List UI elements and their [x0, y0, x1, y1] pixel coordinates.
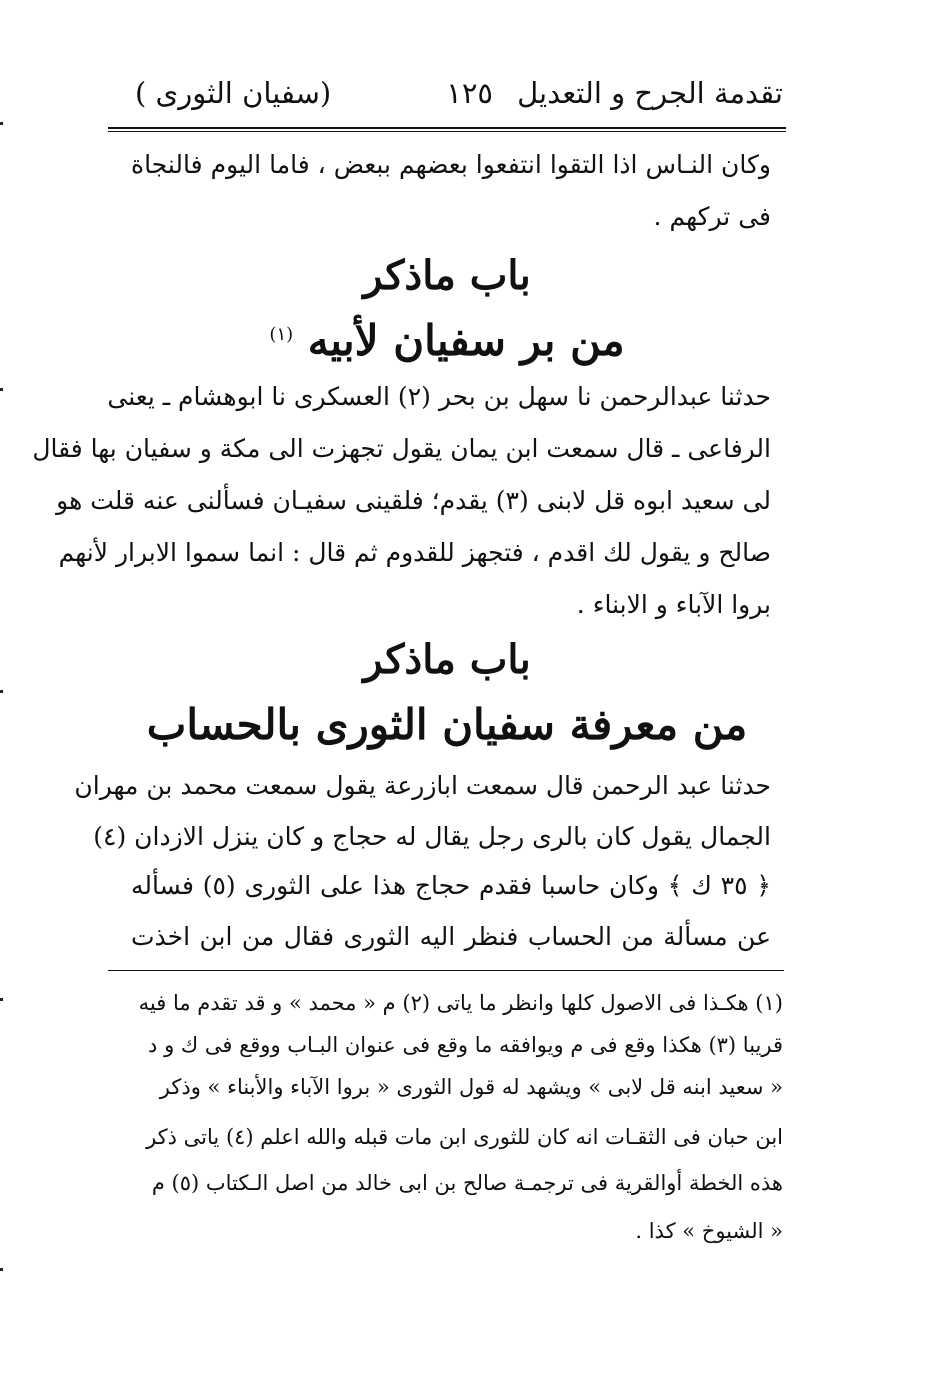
section2-line: عن مسألة من الحساب فنظر اليه الثورى فقال من ابن اخذت — [131, 922, 771, 951]
footnote-line: ابن حبان فى الثقـات انه كان للثورى ابن مات قبله والله اعلم (٤) ياتى ذكر — [146, 1125, 783, 1149]
section2-line: الجمال يقول كان بالرى رجل يقال له حجاج و كان ينزل الازدان (٤) — [93, 822, 771, 851]
scan-mark — [0, 122, 3, 125]
footnote-rule — [108, 970, 784, 971]
footnote-line: « سعيد ابنه قل لابى » ويشهد له قول الثورى « بروا الآباء والأبناء » وذكر — [159, 1075, 783, 1099]
footnote-line: هذه الخطة أوالقرية فى ترجمـة صالح بن ابى خالد من اصل الـكتاب (٥) م — [151, 1171, 783, 1195]
section-heading-1b — [108, 316, 786, 365]
section1-line: لى سعيد ابوه قل لابنى (٣) يقدم؛ فلقينى سفيـان فسألنى عنه قلت هو — [56, 486, 771, 515]
header-rule — [108, 127, 786, 129]
section1-line: حدثنا عبدالرحمن نا سهل بن بحر (٢) العسكرى نا ابوهشام ـ يعنى — [107, 382, 771, 411]
footnote-line: « الشيوخ » كذا . — [635, 1219, 783, 1243]
intro-line: وكان النـاس اذا التقوا انتفعوا بعضهم ببعض ، فاما اليوم فالنجاة — [131, 150, 771, 179]
page-number: ١٢٥ — [446, 76, 493, 110]
section-heading-2a: باب ماذكر — [363, 636, 531, 683]
running-title: (سفيان الثورى ) — [135, 76, 332, 110]
scan-mark — [0, 388, 3, 391]
scan-mark — [0, 690, 3, 693]
section1-line: بروا الآباء و الابناء . — [576, 590, 771, 619]
section-heading-2b: من معرفة سفيان الثورى بالحساب — [146, 700, 748, 749]
scan-mark — [0, 998, 3, 1001]
footnote-line: (١) هكـذا فى الاصول كلها وانظر ما ياتى (٢) م « محمد » و قد تقدم ما فيه — [138, 991, 783, 1015]
section1-line: الرفاعى ـ قال سمعت ابن يمان يقول تجهزت الى مكة و سفيان بها فقال — [32, 434, 771, 463]
footnote-line: قريبا (٣) هكذا وقع فى م ويوافقه ما وقع فى عنوان البـاب ووقع فى ك و د — [148, 1033, 783, 1057]
section-heading-1a: باب ماذكر — [363, 252, 531, 299]
intro-line: فى تركهم . — [653, 202, 771, 231]
running-header — [125, 72, 783, 124]
book-title: تقدمة الجرح و التعديل — [517, 76, 783, 110]
section-heading-1b-text: من بر سفيان لأبيه — [307, 316, 625, 365]
header-rule-thin — [108, 131, 786, 132]
section1-line: صالح و يقول لك اقدم ، فتجهز للقدوم ثم قال : انما سموا الابرار لأنهم — [58, 538, 771, 567]
section2-line: حدثنا عبد الرحمن قال سمعت ابازرعة يقول سمعت محمد بن مهران — [74, 771, 771, 800]
section2-line: ﴿ ٣٥ ك ﴾ وكان حاسبا فقدم حجاج هذا على الثورى (٥) فسأله — [131, 871, 771, 900]
scan-mark — [0, 1268, 3, 1271]
section-heading-1b-note: (١) — [269, 324, 294, 345]
